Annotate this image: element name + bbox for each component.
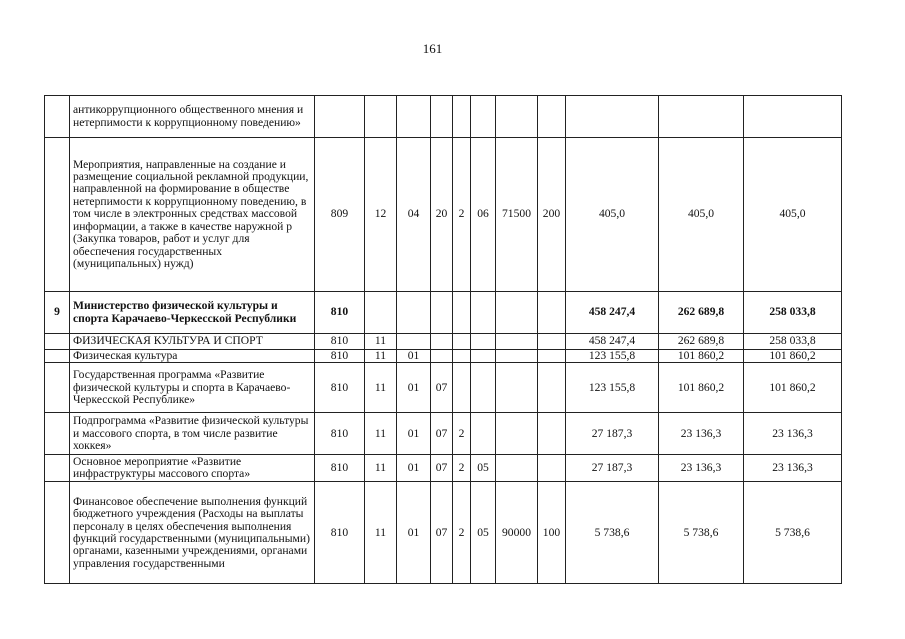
cell-subprogram — [453, 292, 471, 334]
cell-subsection — [397, 292, 431, 334]
cell-sum2: 262 689,8 — [659, 334, 744, 350]
cell-no — [45, 96, 70, 138]
cell-exp-type: 200 — [538, 138, 566, 292]
cell-subsection: 01 — [397, 482, 431, 584]
cell-direction — [496, 96, 538, 138]
table-row — [45, 350, 842, 363]
cell-sum3: 258 033,8 — [744, 334, 842, 350]
cell-sum3: 23 136,3 — [744, 455, 842, 482]
cell-direction — [496, 413, 538, 455]
cell-event — [471, 292, 496, 334]
cell-sum3 — [744, 96, 842, 138]
cell-sum1: 27 187,3 — [566, 455, 659, 482]
cell-subprogram — [453, 96, 471, 138]
table-row — [45, 413, 842, 455]
cell-subsection: 04 — [397, 138, 431, 292]
cell-subprogram: 2 — [453, 138, 471, 292]
cell-no — [45, 413, 70, 455]
cell-name: Мероприятия, направленные на создание и размещение социальной рекламной продукции, направленной на формирование в обществе нетерпимости к коррупционному поведению, в том числе в электронных средствах массовой информации, а также в качестве наружной р (Закупка товаров, работ и услуг для обеспечения государственных (муниципальных) нужд) — [70, 138, 315, 292]
table-row — [45, 363, 842, 413]
cell-direction — [496, 334, 538, 350]
cell-direction: 71500 — [496, 138, 538, 292]
cell-subprogram — [453, 363, 471, 413]
cell-subsection: 01 — [397, 363, 431, 413]
cell-section: 11 — [365, 363, 397, 413]
cell-subprogram: 2 — [453, 455, 471, 482]
cell-subsection — [397, 334, 431, 350]
cell-sum2: 23 136,3 — [659, 455, 744, 482]
cell-name: Финансовое обеспечение выполнения функций бюджетного учреждения (Расходы на выплаты персоналу в целях обеспечения выполнения функций государственными (муниципальными) органами, казенными учреждениями, органами управления государственными — [70, 482, 315, 584]
cell-event — [471, 350, 496, 363]
cell-subprogram: 2 — [453, 482, 471, 584]
cell-subsection: 01 — [397, 413, 431, 455]
cell-event — [471, 334, 496, 350]
cell-section — [365, 96, 397, 138]
cell-name: Государственная программа «Развитие физической культуры и спорта в Карачаево-Черкесской Республике» — [70, 363, 315, 413]
cell-subsection: 01 — [397, 455, 431, 482]
cell-sum3: 258 033,8 — [744, 292, 842, 334]
cell-program: 07 — [431, 482, 453, 584]
cell-ministry: 810 — [315, 350, 365, 363]
cell-sum2: 101 860,2 — [659, 363, 744, 413]
cell-sum3: 5 738,6 — [744, 482, 842, 584]
cell-sum3: 101 860,2 — [744, 363, 842, 413]
cell-direction — [496, 455, 538, 482]
cell-subsection — [397, 96, 431, 138]
cell-event — [471, 96, 496, 138]
cell-no — [45, 482, 70, 584]
page-number: 161 — [422, 41, 443, 56]
cell-exp-type — [538, 413, 566, 455]
cell-program: 07 — [431, 413, 453, 455]
cell-ministry: 810 — [315, 455, 365, 482]
cell-program — [431, 96, 453, 138]
cell-section: 11 — [365, 455, 397, 482]
cell-event: 05 — [471, 455, 496, 482]
budget-table — [44, 95, 842, 584]
cell-sum1: 123 155,8 — [566, 350, 659, 363]
cell-name: антикоррупционного общественного мнения и нетерпимости к коррупционному поведению» — [70, 96, 315, 138]
cell-name: ФИЗИЧЕСКАЯ КУЛЬТУРА И СПОРТ — [70, 334, 315, 350]
cell-program: 20 — [431, 138, 453, 292]
cell-sum2: 101 860,2 — [659, 350, 744, 363]
table-row — [45, 96, 842, 138]
cell-sum1 — [566, 96, 659, 138]
cell-direction — [496, 363, 538, 413]
cell-section: 11 — [365, 413, 397, 455]
cell-subprogram: 2 — [453, 413, 471, 455]
cell-sum1: 405,0 — [566, 138, 659, 292]
cell-exp-type — [538, 350, 566, 363]
cell-program: 07 — [431, 455, 453, 482]
cell-no — [45, 363, 70, 413]
cell-section: 11 — [365, 482, 397, 584]
cell-exp-type — [538, 334, 566, 350]
cell-ministry: 810 — [315, 292, 365, 334]
table-row — [45, 138, 842, 292]
cell-sum2: 262 689,8 — [659, 292, 744, 334]
table-row — [45, 455, 842, 482]
cell-section: 12 — [365, 138, 397, 292]
cell-name: Подпрограмма «Развитие физической культуры и массового спорта, в том числе развитие хоккея» — [70, 413, 315, 455]
cell-no — [45, 455, 70, 482]
cell-sum3: 405,0 — [744, 138, 842, 292]
cell-sum2: 23 136,3 — [659, 413, 744, 455]
cell-event — [471, 363, 496, 413]
cell-no: 9 — [45, 292, 70, 334]
cell-sum3: 23 136,3 — [744, 413, 842, 455]
cell-program — [431, 292, 453, 334]
cell-direction — [496, 292, 538, 334]
cell-exp-type — [538, 455, 566, 482]
cell-direction: 90000 — [496, 482, 538, 584]
cell-program: 07 — [431, 363, 453, 413]
table-row — [45, 482, 842, 584]
cell-subprogram — [453, 350, 471, 363]
cell-subprogram — [453, 334, 471, 350]
cell-section: 11 — [365, 350, 397, 363]
cell-program — [431, 350, 453, 363]
cell-exp-type — [538, 363, 566, 413]
cell-event — [471, 413, 496, 455]
cell-sum1: 458 247,4 — [566, 334, 659, 350]
cell-exp-type — [538, 96, 566, 138]
cell-no — [45, 334, 70, 350]
cell-exp-type: 100 — [538, 482, 566, 584]
cell-ministry: 810 — [315, 334, 365, 350]
cell-ministry: 810 — [315, 413, 365, 455]
cell-ministry: 810 — [315, 482, 365, 584]
cell-event: 06 — [471, 138, 496, 292]
cell-sum1: 27 187,3 — [566, 413, 659, 455]
cell-sum2: 5 738,6 — [659, 482, 744, 584]
cell-subsection: 01 — [397, 350, 431, 363]
cell-ministry: 809 — [315, 138, 365, 292]
cell-exp-type — [538, 292, 566, 334]
cell-sum1: 458 247,4 — [566, 292, 659, 334]
cell-program — [431, 334, 453, 350]
table-row — [45, 334, 842, 350]
cell-name: Министерство физической культуры и спорта Карачаево-Черкесской Республики — [70, 292, 315, 334]
cell-sum1: 123 155,8 — [566, 363, 659, 413]
cell-section: 11 — [365, 334, 397, 350]
cell-sum2 — [659, 96, 744, 138]
cell-event: 05 — [471, 482, 496, 584]
cell-no — [45, 350, 70, 363]
cell-no — [45, 138, 70, 292]
cell-ministry: 810 — [315, 363, 365, 413]
cell-ministry — [315, 96, 365, 138]
cell-sum3: 101 860,2 — [744, 350, 842, 363]
cell-name: Физическая культура — [70, 350, 315, 363]
cell-sum2: 405,0 — [659, 138, 744, 292]
cell-section — [365, 292, 397, 334]
cell-direction — [496, 350, 538, 363]
cell-name: Основное мероприятие «Развитие инфраструктуры массового спорта» — [70, 455, 315, 482]
table-row — [45, 292, 842, 334]
cell-sum1: 5 738,6 — [566, 482, 659, 584]
